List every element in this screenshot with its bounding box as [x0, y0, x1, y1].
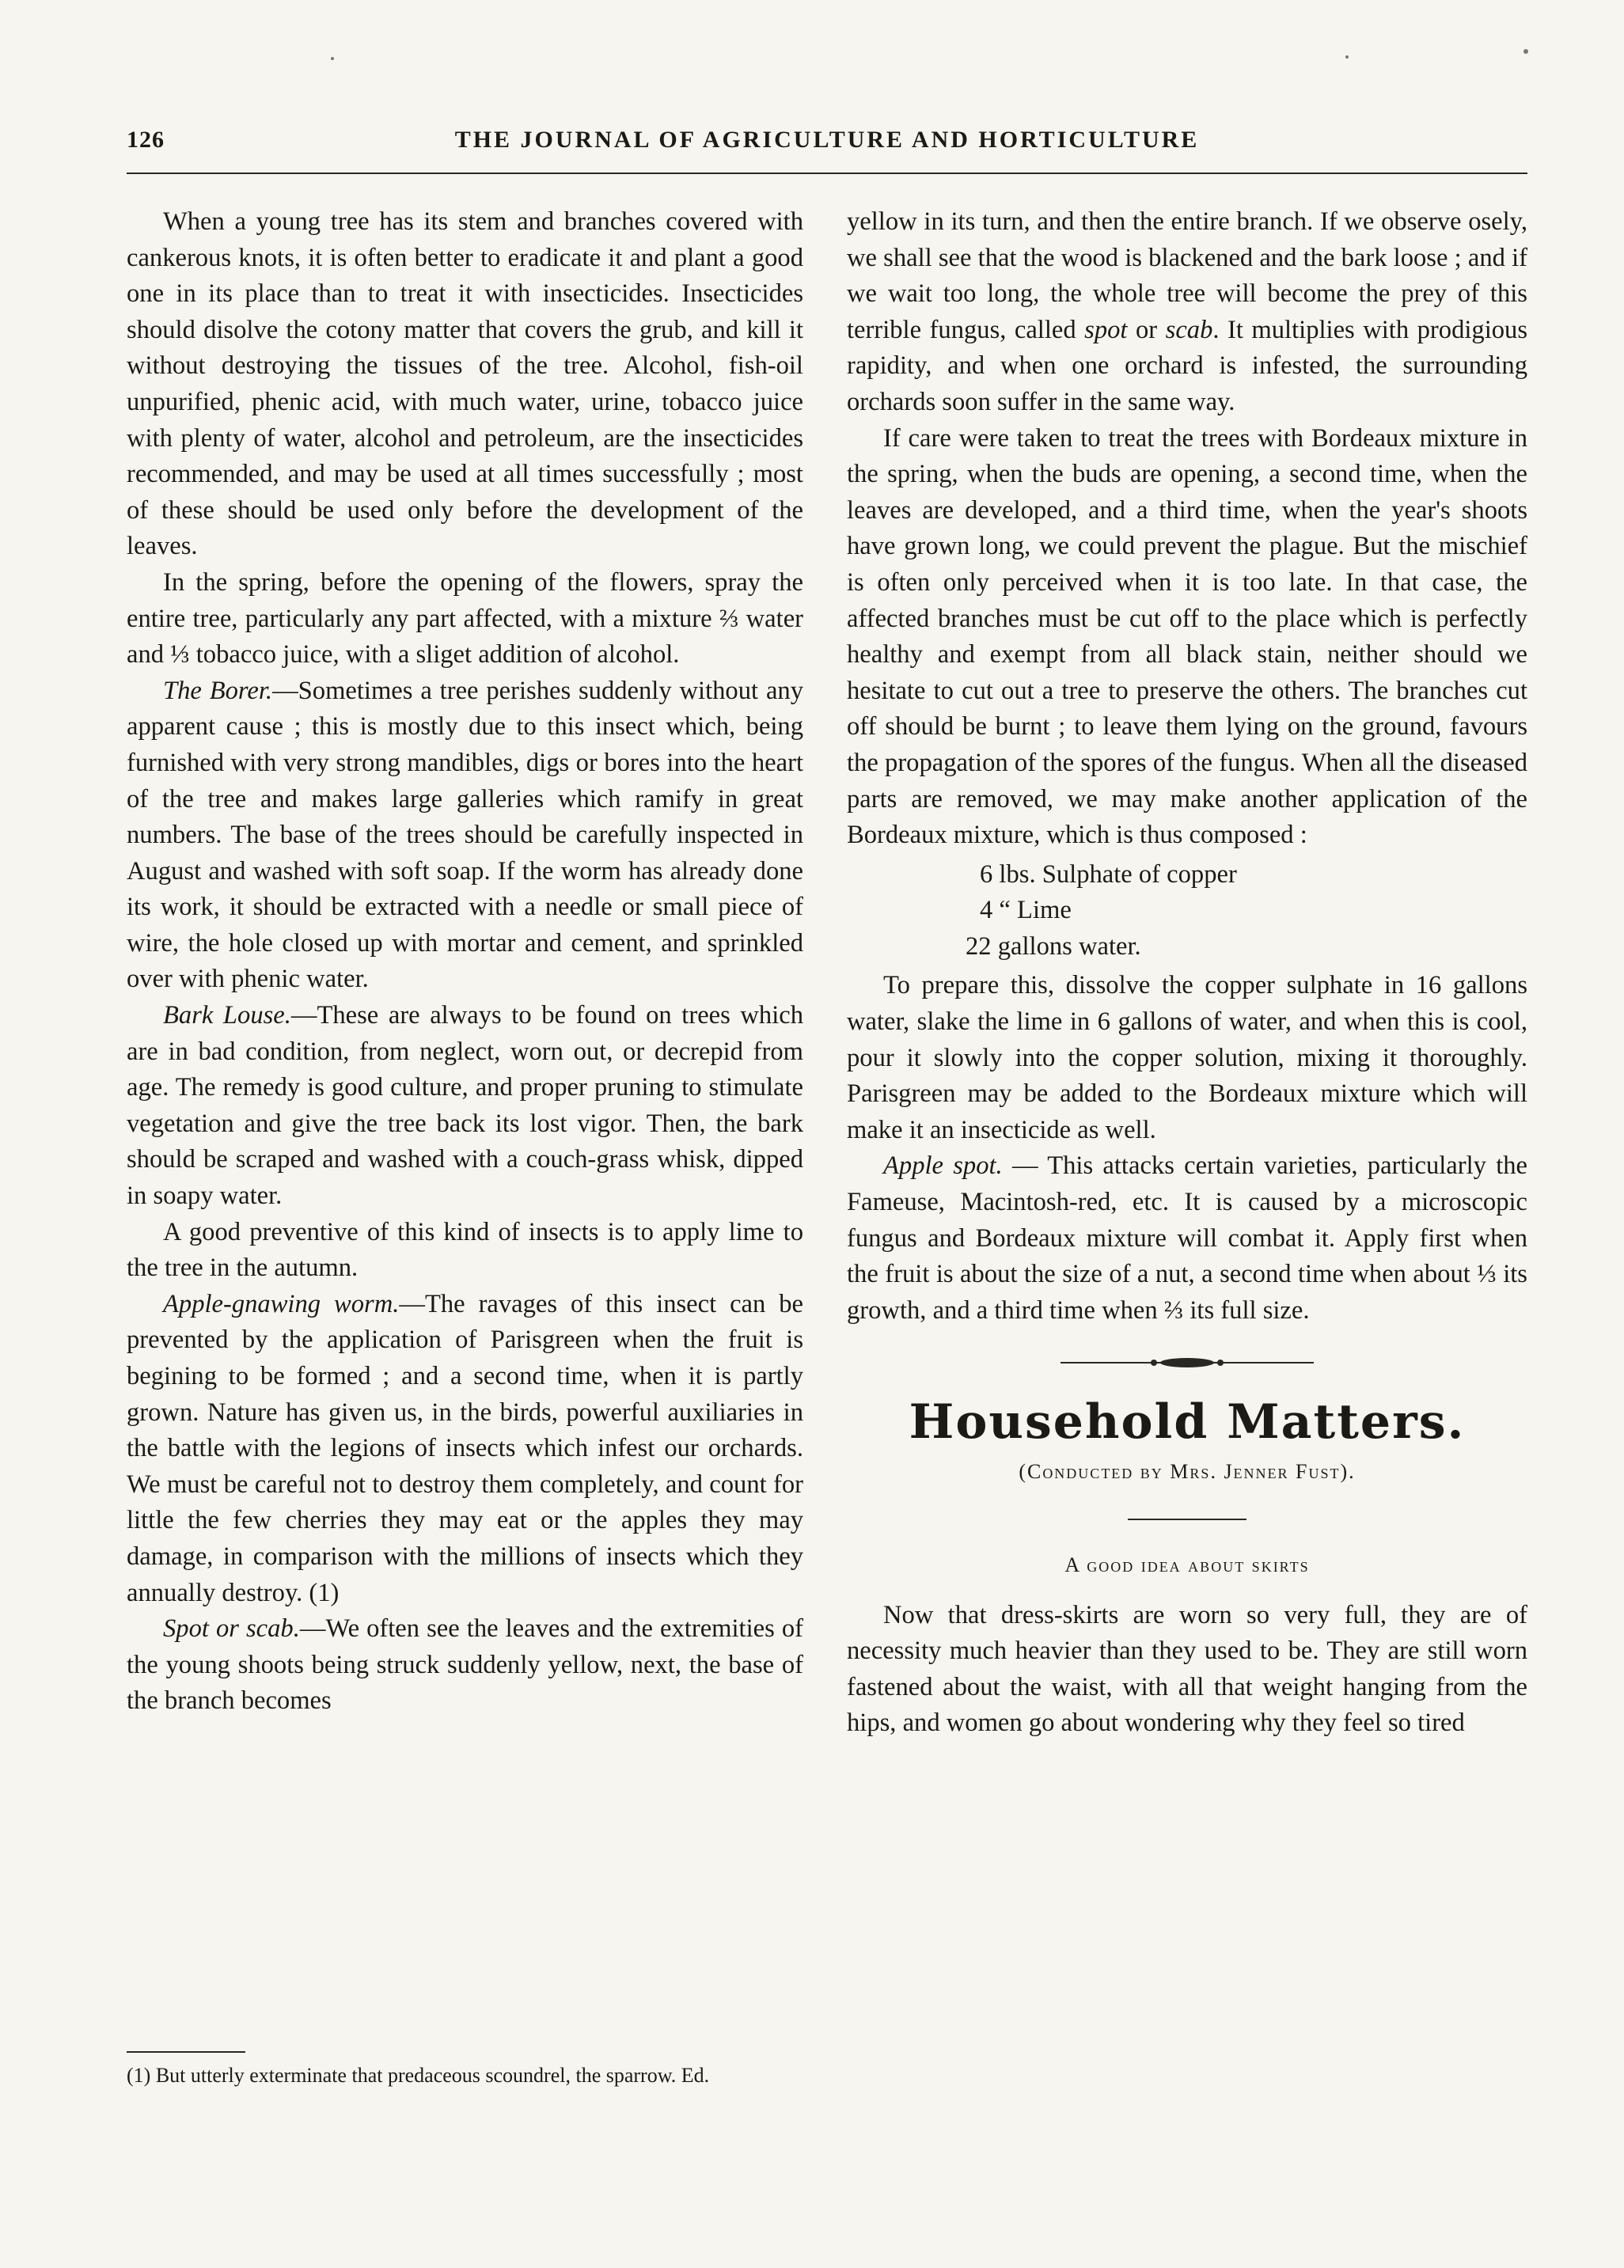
- paragraph-skirts: Now that dress-skirts are worn so very full, they are of necessity much heavier than they used to be. They are still worn fastened about the waist, with all that weight hanging from the hips, and women go about wondering why they feel so tired: [847, 1600, 1527, 1738]
- bordeaux-recipe: [847, 857, 1527, 965]
- ornament-divider: [1061, 1356, 1314, 1370]
- header-rule: [127, 173, 1527, 174]
- spot-or-scab-label: Spot or scab.: [163, 1614, 300, 1644]
- paragraph-fungus-continuation: [847, 204, 1527, 421]
- paragraph-spot-or-scab: [127, 1611, 803, 1720]
- scab-term: scab: [1165, 315, 1213, 344]
- paragraph-cankerous-knots: When a young tree has its stem and branches covered with cankerous knots, it is often better to eradicate it and plant a good one in its place than to treat it with insecticides. Insecticides should disolve the cotony matter that covers the grub, and kill it without destroying the tissues of the tree. Alcohol, fish-oil unpurified, phenic acid, with much water, urine, tobacco juice with plenty of water, alcohol and petroleum, are the insecticides recommended, and may be used at all times successfully ; most of these should be used only before the development of the leaves.: [127, 207, 803, 561]
- apple-spot-label: Apple spot.: [883, 1151, 1003, 1181]
- paragraph-apple-gnawing-worm: [127, 1287, 803, 1611]
- footnote-rule: [127, 2051, 245, 2053]
- or-text: or: [1127, 315, 1166, 344]
- recipe-line-water: 22 gallons water.: [966, 931, 1141, 961]
- page-number: 126: [127, 127, 165, 153]
- paragraph-borer: [127, 673, 803, 998]
- paragraph-bordeaux-treatment: If care were taken to treat the trees with Bordeaux mixture in the spring, when the buds are opening, a second time, when the leaves are developed, and a third time, when the year's shoots have grown long, we could prevent the plague. But the mischief is often only perceived when it is too late. In that case, the affected branches must be cut off to the place which is perfectly healthy and exempt from all black stain, neither should we hesitate to cut out a tree to preserve the others. The branches cut off should be burnt ; to leave them lying on the ground, favours the propagation of the spores of the fungus. When all the diseased parts are removed, we may make another application of the Bordeaux mixture, which is thus composed :: [847, 423, 1527, 850]
- print-speck: [331, 57, 334, 60]
- paragraph-preventive: A good preventive of this kind of insects is to apply lime to the tree in the autumn.: [127, 1217, 803, 1283]
- left-column: [127, 204, 803, 1720]
- borer-text: —Sometimes a tree perishes suddenly without any apparent cause ; this is mostly due to this insect which, being furnished with very strong mandibles, digs or bores into the heart of the tree and makes large galleries which ramify in great numbers. The base of the trees should be carefully inspected in August and washed with soft soap. If the worm has already done its work, it should be extracted with a needle or small piece of wire, the hole closed up with mortar and cement, and sprinkled over with phenic water.: [127, 676, 803, 994]
- borer-label: The Borer.: [163, 676, 273, 705]
- fungus-text-a: yellow in its turn, and then the entire branch. If we observe osely, we shall see that the wood is blackened and the bark loose ; and if we wait too long, the whole tree will become the prey of this terrible fungus, called: [847, 207, 1527, 344]
- journal-title: THE JOURNAL OF AGRICULTURE AND HORTICULTURE: [454, 127, 1200, 153]
- print-speck: [1523, 49, 1528, 54]
- fungus-text-b: . It multiplies with prodigious rapidity, and when one orchard is infested, the surrounding orchards soon suffer in the same way.: [847, 315, 1528, 416]
- paragraph-preparation: To prepare this, dissolve the copper sulphate in 16 gallons water, slake the lime in 6 gallons of water, and when this is cool, pour it slowly into the copper solution, mixing it thoroughly. Parisgreen may be added to the Bordeaux mixture which will make it an insecticide as well.: [847, 971, 1527, 1144]
- page-header: [127, 127, 1527, 166]
- paragraph-spring-spray: In the spring, before the opening of the flowers, spray the entire tree, particularly any part affected, with a mixture ⅔ water and ⅓ tobacco juice, with a sliget addition of alcohol.: [127, 567, 803, 669]
- footnote: (1) But utterly exterminate that predaceous scoundrel, the sparrow. Ed.: [127, 2064, 710, 2087]
- spot-or-scab-text: —We often see the leaves and the extremities of the young shoots being struck suddenly yellow, next, the base of the branch becomes: [127, 1614, 803, 1716]
- section-title: Household Matters.: [909, 1394, 1466, 1451]
- apple-gnawing-worm-label: Apple-gnawing worm.: [163, 1289, 400, 1318]
- right-column: [847, 204, 1527, 1742]
- bark-louse-label: Bark Louse.: [163, 1001, 291, 1030]
- recipe-line-lime: 4 “ Lime: [980, 896, 1072, 925]
- bark-louse-text: —These are always to be found on trees which are in bad condition, from neglect, worn out, or decrepid from age. The remedy is good culture, and proper pruning to stimulate vegetation and give the tree back its lost vigor. Then, the bark should be scraped and washed with a couch-grass whisk, dipped in soapy water.: [127, 1001, 804, 1211]
- section-rule: [1128, 1519, 1246, 1520]
- article-heading: A good idea about skirts: [1064, 1553, 1310, 1576]
- recipe-line-copper: 6 lbs. Sulphate of copper: [980, 859, 1237, 889]
- spot-term: spot: [1084, 315, 1128, 344]
- paragraph-apple-spot: [847, 1148, 1527, 1329]
- print-speck: [1345, 55, 1349, 59]
- apple-gnawing-worm-text: —The ravages of this insect can be prevented by the application of Parisgreen when the fruit is begining to be formed ; and a second time, when it is partly grown. Nature has given us, in the birds, powerful auxiliaries in the battle with the legions of insects which infest our orchards. We must be careful not to destroy them completely, and count for little the few cherries they may eat or the apples they may damage, in comparison with the millions of insects which they annually destroy. (1): [127, 1289, 803, 1607]
- paragraph-bark-louse: [127, 998, 803, 1215]
- apple-spot-text: — This attacks certain varieties, particularly the Fameuse, Macintosh-red, etc. It is caused by a microscopic fungus and Bordeaux mixture will combat it. Apply first when the fruit is about the size of a nut, a second time when about ⅓ its growth, and a third time when ⅔ its full size.: [847, 1151, 1527, 1325]
- section-subtitle: (Conducted by Mrs. Jenner Fust).: [1019, 1460, 1356, 1484]
